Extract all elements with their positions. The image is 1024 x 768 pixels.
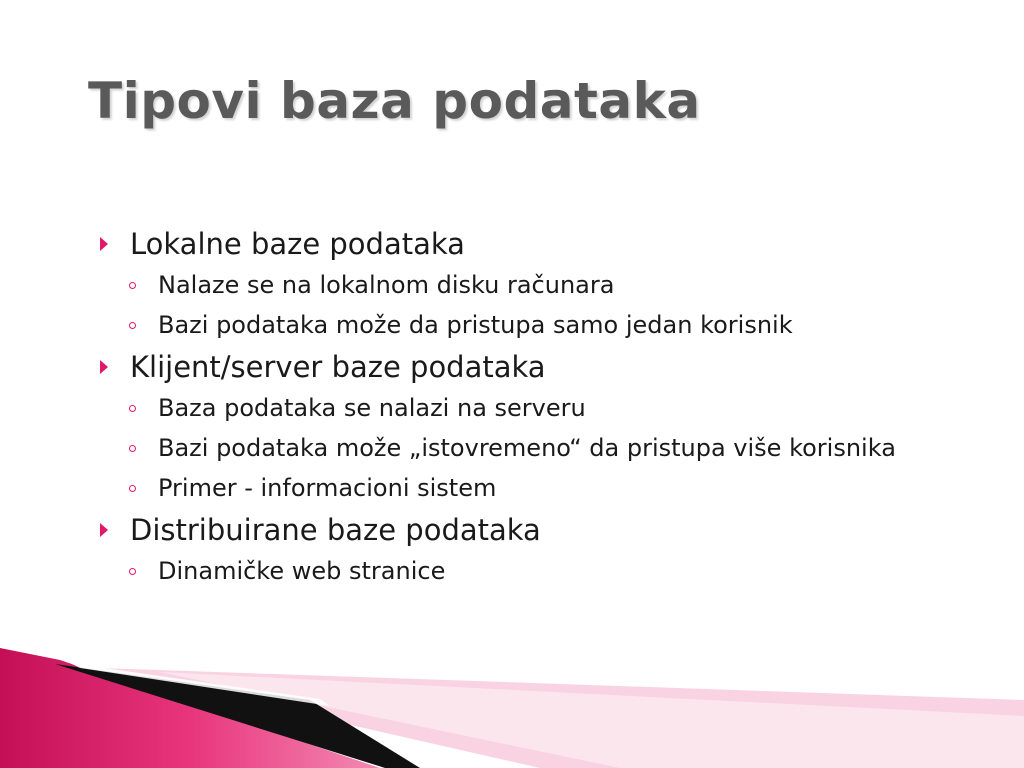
sub-bullet-item — [98, 308, 978, 342]
sub-bullet-text: Primer - informacioni sistem — [158, 474, 497, 502]
bullet-item — [98, 226, 978, 262]
sub-bullet-item — [98, 268, 978, 302]
circle-outline-icon — [129, 282, 136, 289]
bullet-text: Distribuirane baze podataka — [130, 513, 541, 547]
bullet-item — [98, 349, 978, 385]
bullet-item — [98, 512, 978, 548]
triangle-right-icon — [100, 360, 108, 374]
sub-bullet-text: Nalaze se na lokalnom disku računara — [158, 271, 615, 299]
sub-bullet-text: Bazi podataka može „istovremeno“ da pristupa više korisnika — [158, 434, 896, 462]
sub-bullet-item — [98, 554, 978, 588]
circle-outline-icon — [129, 445, 136, 452]
slide-title: Tipovi baza podataka — [88, 72, 701, 130]
bullet-text: Klijent/server baze podataka — [130, 350, 546, 384]
bullet-text: Lokalne baze podataka — [130, 227, 465, 261]
sub-bullet-text: Baza podataka se nalazi na serveru — [158, 394, 586, 422]
circle-outline-icon — [129, 322, 136, 329]
sub-bullet-item — [98, 471, 978, 505]
triangle-right-icon — [100, 523, 108, 537]
sub-bullet-text: Bazi podataka može da pristupa samo jedan korisnik — [158, 311, 793, 339]
sub-bullet-text: Dinamičke web stranice — [158, 557, 446, 585]
circle-outline-icon — [129, 405, 136, 412]
triangle-right-icon — [100, 237, 108, 251]
sub-bullet-item — [98, 431, 948, 465]
circle-outline-icon — [129, 485, 136, 492]
bullet-list — [98, 226, 978, 588]
sub-bullet-item — [98, 391, 978, 425]
circle-outline-icon — [129, 568, 136, 575]
